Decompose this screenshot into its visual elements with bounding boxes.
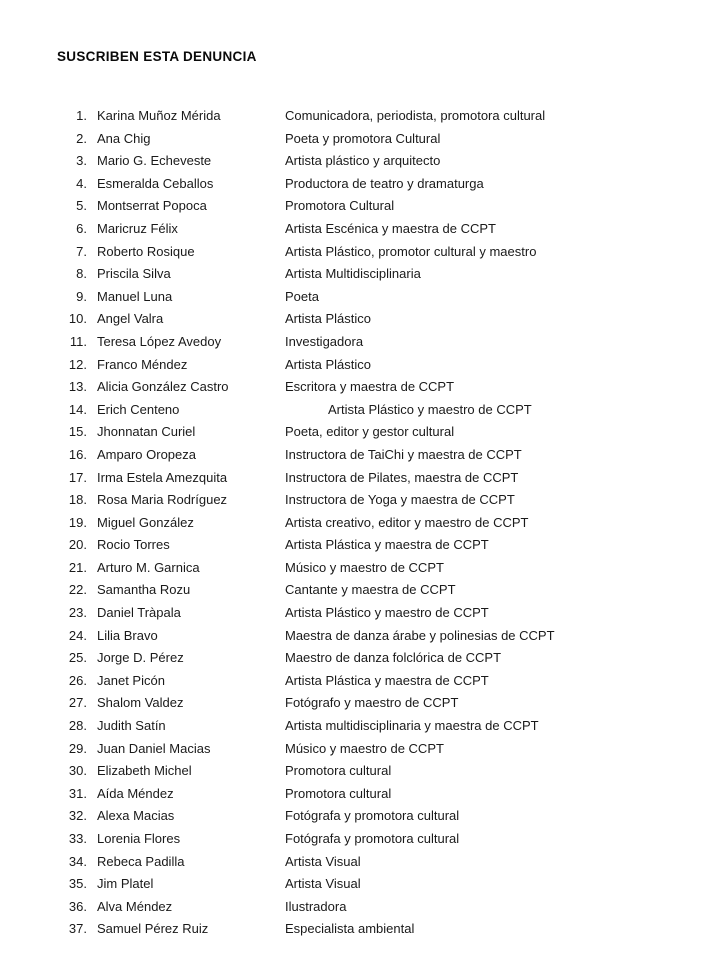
list-item-role: Artista Plástica y maestra de CCPT [285, 672, 489, 688]
list-item-role: Artista multidisciplinaria y maestra de CCPT [285, 718, 539, 734]
list-item [57, 537, 677, 560]
list-item-role: Fotógrafa y promotora cultural [285, 831, 460, 846]
list-item-role: Fotógrafa y promotora cultural [285, 808, 460, 824]
list-item-number: 37. [68, 921, 87, 937]
list-item-name: Jorge D. Pérez [97, 650, 184, 666]
list-item-number: 22. [68, 582, 87, 598]
list-item-name: Irma Estela Amezquita [97, 469, 228, 485]
list-item-number: 5. [76, 198, 87, 214]
list-item-role: Instructora de Pilates, maestra de CCPT [285, 469, 519, 485]
list-item-name: Daniel Tràpala [97, 605, 181, 621]
list-item-name: Erich Centeno [97, 401, 180, 417]
list-item-number: 21. [68, 559, 87, 575]
list-item-number: 31. [68, 785, 87, 801]
list-item-role: Artista Plástico y maestro de CCPT [285, 605, 489, 621]
list-item-number: 14. [68, 401, 87, 417]
list-item-name: Rebeca Padilla [97, 853, 185, 869]
list-item-name: Samantha Rozu [97, 582, 191, 598]
list-item-role: Artista Plástico, promotor cultural y maestro [285, 243, 537, 259]
list-item-role: Artista Plástico [285, 356, 371, 372]
list-item [57, 153, 677, 176]
list-item [57, 402, 677, 425]
signatories-list [57, 108, 677, 944]
list-item-number: 20. [68, 537, 87, 553]
list-item [57, 582, 677, 605]
list-item-name: Miguel González [97, 514, 194, 530]
list-item-role: Artista Multidisciplinaria [285, 266, 421, 282]
list-item-role: Poeta y promotora Cultural [285, 130, 441, 146]
list-item-number: 18. [68, 492, 87, 508]
list-item-name: Mario G. Echeveste [97, 153, 212, 169]
list-item-number: 30. [68, 763, 87, 779]
list-item-role: Maestra de danza árabe y polinesias de CCPT [285, 627, 555, 643]
list-item-role: Artista Plástica y maestra de CCPT [285, 537, 489, 553]
list-item-number: 17. [68, 469, 87, 485]
list-item [57, 311, 677, 334]
list-item-number: 8. [76, 266, 87, 282]
list-item-name: Alva Méndez [97, 898, 173, 914]
list-item [57, 176, 677, 199]
list-item [57, 560, 677, 583]
list-item-role: Instructora de TaiChi y maestra de CCPT [285, 446, 522, 462]
list-item [57, 695, 677, 718]
list-item [57, 786, 677, 809]
list-item [57, 221, 677, 244]
list-item-name: Alicia González Castro [97, 379, 229, 395]
list-item-role: Artista Plástico y maestro de CCPT [328, 401, 532, 417]
list-item-number: 11. [69, 333, 87, 349]
list-item [57, 741, 677, 764]
list-item-role: Artista plástico y arquitecto [285, 153, 441, 169]
list-item-name: Judith Satín [97, 718, 166, 734]
list-item [57, 357, 677, 380]
list-item [57, 628, 677, 651]
list-item [57, 921, 677, 944]
list-item-role: Escritora y maestra de CCPT [285, 379, 455, 395]
list-item-name: Elizabeth Michel [97, 763, 192, 779]
list-item-name: Manuel Luna [97, 288, 173, 304]
list-item-number: 19. [68, 514, 87, 530]
list-item-name: Karina Muñoz Mérida [97, 108, 221, 123]
list-item-name: Arturo M. Garnica [97, 559, 200, 575]
list-item-number: 35. [68, 876, 87, 892]
list-item-number: 13. [68, 379, 87, 395]
list-item [57, 108, 677, 131]
list-item [57, 289, 677, 312]
list-item-number: 34. [68, 853, 87, 869]
list-item-role: Músico y maestro de CCPT [285, 559, 444, 575]
list-item-role: Cantante y maestra de CCPT [285, 582, 456, 598]
list-item [57, 198, 677, 221]
list-item [57, 379, 677, 402]
list-item-number: 28. [68, 718, 87, 734]
list-item-number: 10. [68, 311, 87, 327]
list-item-name: Teresa López Avedoy [97, 333, 222, 349]
list-item [57, 808, 677, 831]
list-item-role: Poeta [285, 288, 319, 304]
list-item-number: 32. [68, 808, 87, 824]
list-item-role: Investigadora [285, 333, 364, 349]
list-item-number: 7. [76, 243, 87, 259]
list-item-role: Especialista ambiental [285, 921, 415, 937]
list-item-number: 36. [68, 898, 87, 914]
list-item-role: Maestro de danza folclórica de CCPT [285, 650, 502, 666]
list-item-role: Promotora cultural [285, 785, 392, 801]
list-item-number: 24. [68, 627, 87, 643]
list-item-number: 2. [76, 130, 87, 146]
list-item-number: 33. [68, 831, 87, 846]
list-item-name: Jhonnatan Curiel [97, 424, 196, 440]
list-item-name: Rocio Torres [97, 537, 170, 553]
list-item-name: Alexa Macias [97, 808, 175, 824]
list-item-name: Roberto Rosique [97, 243, 195, 259]
list-item-role: Músico y maestro de CCPT [285, 740, 444, 756]
list-item-name: Angel Valra [97, 311, 164, 327]
list-item-role: Promotora Cultural [285, 198, 395, 214]
list-item-role: Productora de teatro y dramaturga [285, 175, 484, 191]
list-item [57, 131, 677, 154]
list-item [57, 673, 677, 696]
list-item [57, 266, 677, 289]
list-item-name: Ana Chig [97, 130, 151, 146]
list-item-role: Artista Visual [285, 876, 361, 892]
list-item-role: Poeta, editor y gestor cultural [285, 424, 455, 440]
list-item-number: 6. [76, 220, 87, 236]
list-item-name: Lilia Bravo [97, 627, 158, 643]
list-item-number: 25. [68, 650, 87, 666]
list-item-number: 16. [68, 446, 87, 462]
list-item [57, 718, 677, 741]
list-item [57, 763, 677, 786]
list-item-name: Montserrat Popoca [97, 198, 207, 214]
list-item-role: Artista Visual [285, 853, 361, 869]
list-item-number: 4. [76, 175, 87, 191]
list-item-role: Artista Plástico [285, 311, 371, 327]
list-item [57, 470, 677, 493]
list-item-name: Rosa Maria Rodríguez [97, 492, 228, 508]
list-item [57, 515, 677, 538]
list-item-name: Aída Méndez [97, 785, 174, 801]
list-item-role: Artista Escénica y maestra de CCPT [285, 220, 496, 236]
list-item-number: 27. [68, 695, 87, 711]
list-item-name: Priscila Silva [97, 266, 171, 282]
list-item [57, 492, 677, 515]
list-item-number: 26. [68, 672, 87, 688]
list-item-name: Esmeralda Ceballos [97, 175, 214, 191]
page-title: SUSCRIBEN ESTA DENUNCIA [57, 49, 257, 64]
list-item-role: Fotógrafo y maestro de CCPT [285, 695, 459, 711]
list-item [57, 447, 677, 470]
list-item-number: 1. [76, 108, 87, 123]
list-item-name: Samuel Pérez Ruiz [97, 921, 209, 937]
list-item [57, 605, 677, 628]
list-item-role: Comunicadora, periodista, promotora cultural [285, 108, 546, 123]
list-item-name: Franco Méndez [97, 356, 188, 372]
list-item-name: Amparo Oropeza [97, 446, 196, 462]
list-item [57, 244, 677, 267]
list-item-number: 9. [76, 288, 87, 304]
list-item [57, 899, 677, 922]
list-item [57, 650, 677, 673]
list-item-name: Juan Daniel Macias [97, 740, 211, 756]
list-item [57, 334, 677, 357]
list-item-role: Artista creativo, editor y maestro de CCPT [285, 514, 529, 530]
list-item-name: Maricruz Félix [97, 220, 178, 236]
list-item-name: Shalom Valdez [97, 695, 184, 711]
list-item [57, 876, 677, 899]
list-item-number: 23. [68, 605, 87, 621]
list-item-number: 12. [68, 356, 87, 372]
list-item-role: Instructora de Yoga y maestra de CCPT [285, 492, 515, 508]
list-item-number: 15. [68, 424, 87, 440]
list-item-name: Jim Platel [97, 876, 154, 892]
list-item [57, 424, 677, 447]
list-item-role: Promotora cultural [285, 763, 392, 779]
list-item-name: Lorenia Flores [97, 831, 181, 846]
list-item-role: Ilustradora [285, 898, 347, 914]
list-item [57, 854, 677, 877]
list-item [57, 831, 677, 854]
list-item-number: 3. [76, 153, 87, 169]
list-item-number: 29. [68, 740, 87, 756]
list-item-name: Janet Picón [97, 672, 165, 688]
